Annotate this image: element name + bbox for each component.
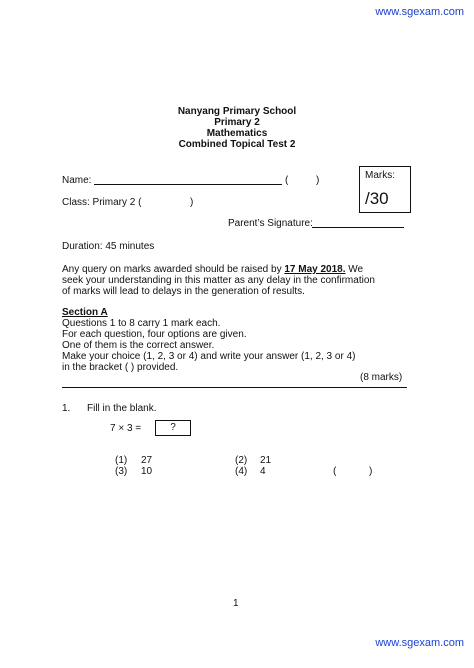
option-2-value: 21 <box>260 455 272 466</box>
section-a-line4: Make your choice (1, 2, 3 or 4) and write your answer (1, 2, 3 or 4) <box>62 351 356 362</box>
page-number: 1 <box>233 598 239 609</box>
level-title: Primary 2 <box>214 117 260 128</box>
test-title: Combined Topical Test 2 <box>178 139 296 150</box>
parent-signature-label: Parent’s Signature: <box>228 218 313 229</box>
answer-bracket-open: ( <box>333 466 337 477</box>
class-label: Class: Primary 2 ( <box>62 197 142 208</box>
query-notice-line1: Any query on marks awarded should be raised by 17 May 2018. We <box>62 264 364 275</box>
option-3-num: (3) <box>115 466 128 477</box>
query-deadline-date: 17 May 2018. <box>284 264 346 275</box>
duration: Duration: 45 minutes <box>62 241 155 252</box>
name-label: Name: <box>62 175 92 186</box>
subject-title: Mathematics <box>206 128 268 139</box>
option-1-num: (1) <box>115 455 128 466</box>
name-line <box>94 184 282 185</box>
section-divider <box>62 387 407 388</box>
option-2-num: (2) <box>235 455 248 466</box>
parent-signature-line <box>312 227 404 228</box>
marks-box <box>359 166 411 213</box>
name-bracket-close: ) <box>316 175 320 186</box>
section-a-marks: (8 marks) <box>360 372 403 383</box>
option-4-num: (4) <box>235 466 248 477</box>
name-bracket-open: ( <box>285 175 289 186</box>
option-4-value: 4 <box>260 466 266 477</box>
question-1-equation: 7 × 3 = <box>110 423 142 434</box>
option-1-value: 27 <box>141 455 153 466</box>
section-a-line3: One of them is the correct answer. <box>62 340 215 351</box>
marks-total: /30 <box>365 189 389 208</box>
question-1-prompt: Fill in the blank. <box>87 403 157 414</box>
question-1-number: 1. <box>62 403 71 414</box>
query-notice-line2: seek your understanding in this matter as any delay in the confirmation <box>62 275 375 286</box>
section-a-line5: in the bracket ( ) provided. <box>62 362 179 373</box>
section-a-title: Section A <box>62 307 108 318</box>
option-3-value: 10 <box>141 466 153 477</box>
query-notice-line3: of marks will lead to delays in the generation of results. <box>62 286 305 297</box>
school-name: Nanyang Primary School <box>177 106 297 117</box>
class-bracket-close: ) <box>190 197 194 208</box>
marks-label: Marks: <box>365 170 395 181</box>
site-link-bottom[interactable]: www.sgexam.com <box>375 637 464 649</box>
question-1-answer-box: ? <box>155 420 191 436</box>
answer-bracket-close: ) <box>369 466 373 477</box>
section-a-line1: Questions 1 to 8 carry 1 mark each. <box>62 318 221 329</box>
site-link-top[interactable]: www.sgexam.com <box>375 6 464 18</box>
section-a-line2: For each question, four options are given. <box>62 329 247 340</box>
